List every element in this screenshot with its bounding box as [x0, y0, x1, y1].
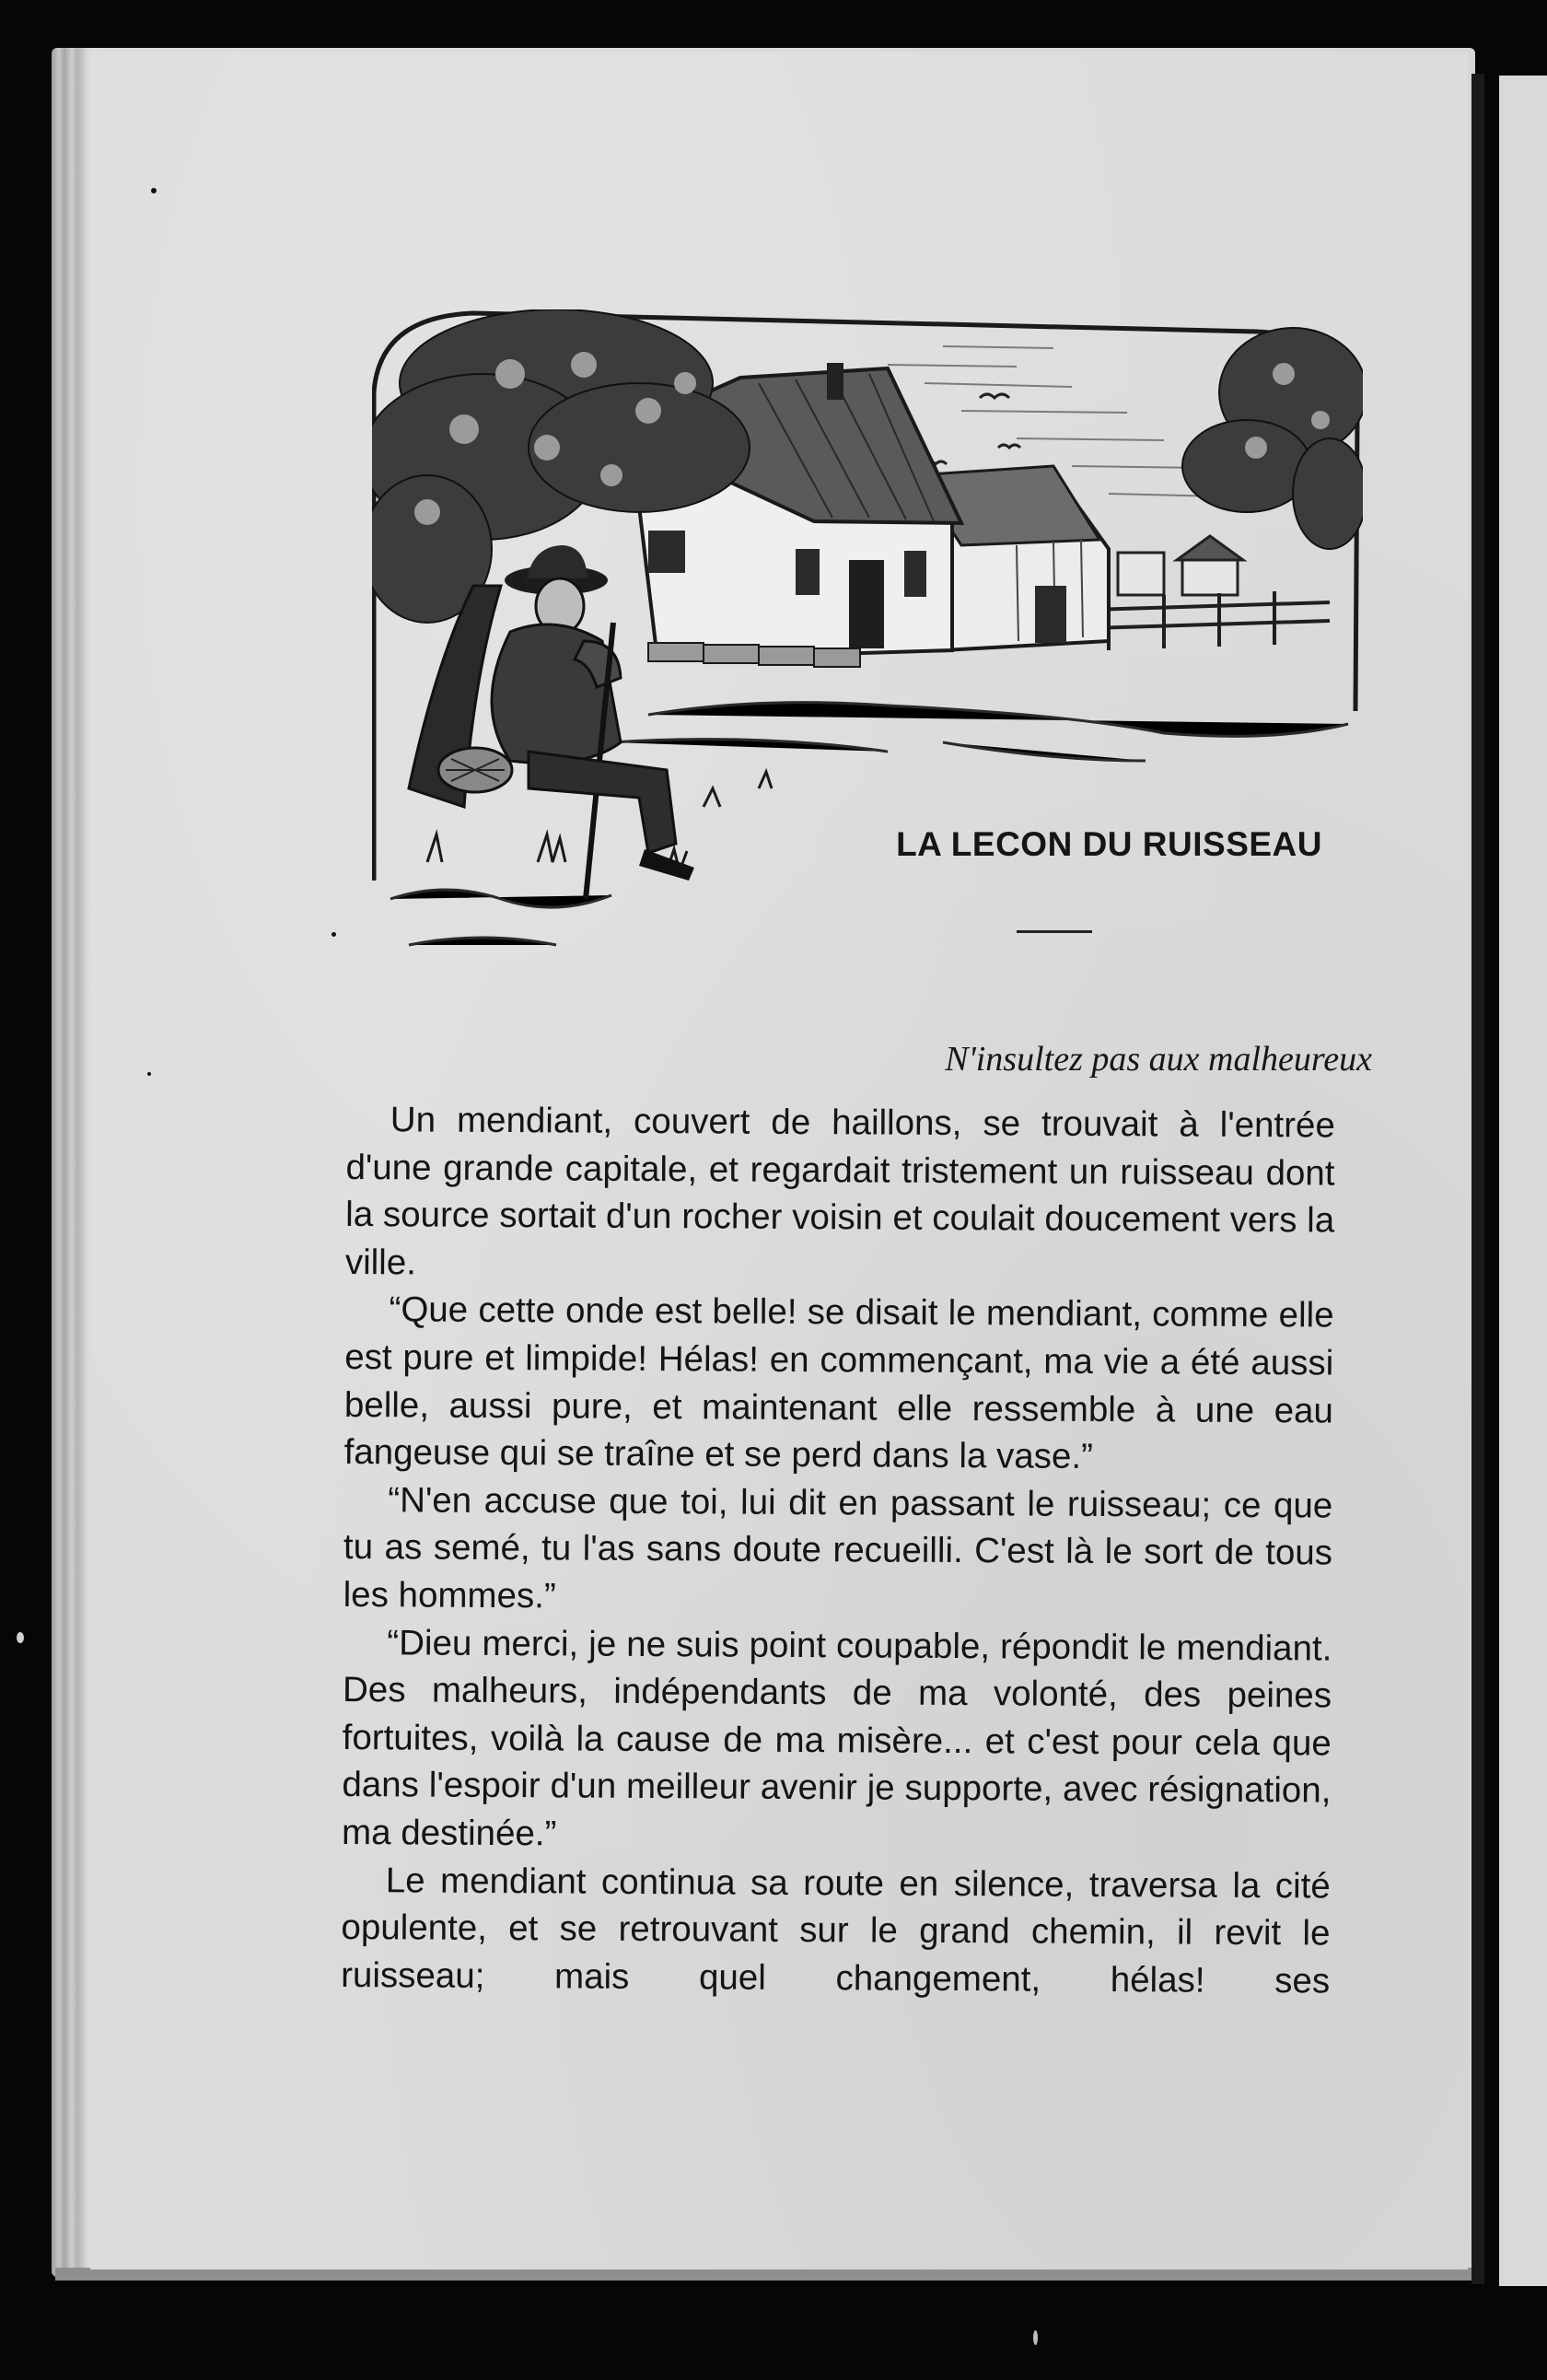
page-bottom-edge: [55, 2268, 1473, 2281]
paragraph: Le mendiant continua sa route en silence, traversa la cité opulente, et se retrouvant sur le grand chemin, il revit le ruisseau; mais quel changement, hélas! ses: [341, 1860, 1331, 2001]
next-page-edge: [1499, 76, 1547, 2286]
gutter-shadow: [1471, 74, 1484, 2284]
speck: [147, 1072, 151, 1076]
speck: [332, 932, 336, 937]
paragraph: “N'en accuse que toi, lui dit en passant le ruisseau; ce que tu as semé, tu l'as sans doute recueilli. C'est là le sort de tous les hommes.”: [343, 1480, 1333, 1616]
chapter-title: LA LECON DU RUISSEAU: [896, 825, 1322, 863]
paragraph: “Dieu merci, je ne suis point coupable, répondit le mendiant. Des malheurs, indépendants de ma volonté, des peines fortuites, voilà la cause de ma misère... et c'est pour cela que dans l'espoir d'un meilleur avenir je supporte, avec résignation, ma destinée.”: [341, 1622, 1332, 1854]
chapter-epigraph: N'insultez pas aux malheureux: [945, 1040, 1372, 1079]
speck: [1033, 2330, 1038, 2345]
chapter-illustration: [372, 309, 1363, 991]
speck: [17, 1632, 24, 1643]
paragraph: Un mendiant, couvert de haillons, se trouvait à l'entrée d'une grande capitale, et regardait tristement un ruisseau dont la source sortait d'un rocher voisin et coulait doucement vers la ville.: [344, 1100, 1335, 1283]
story-text: [341, 1096, 1335, 2005]
paragraph: “Que cette onde est belle! se disait le mendiant, comme elle est pure et limpide! Hélas! en commençant, ma vie a été aussi belle, aussi pure, et maintenant elle ressemble à une eau fangeuse qui se traîne et se perd dans la vase.”: [343, 1289, 1334, 1477]
title-divider: [1017, 930, 1092, 933]
beggar-farmhouse-engraving: [372, 309, 1363, 991]
speck: [151, 188, 157, 193]
